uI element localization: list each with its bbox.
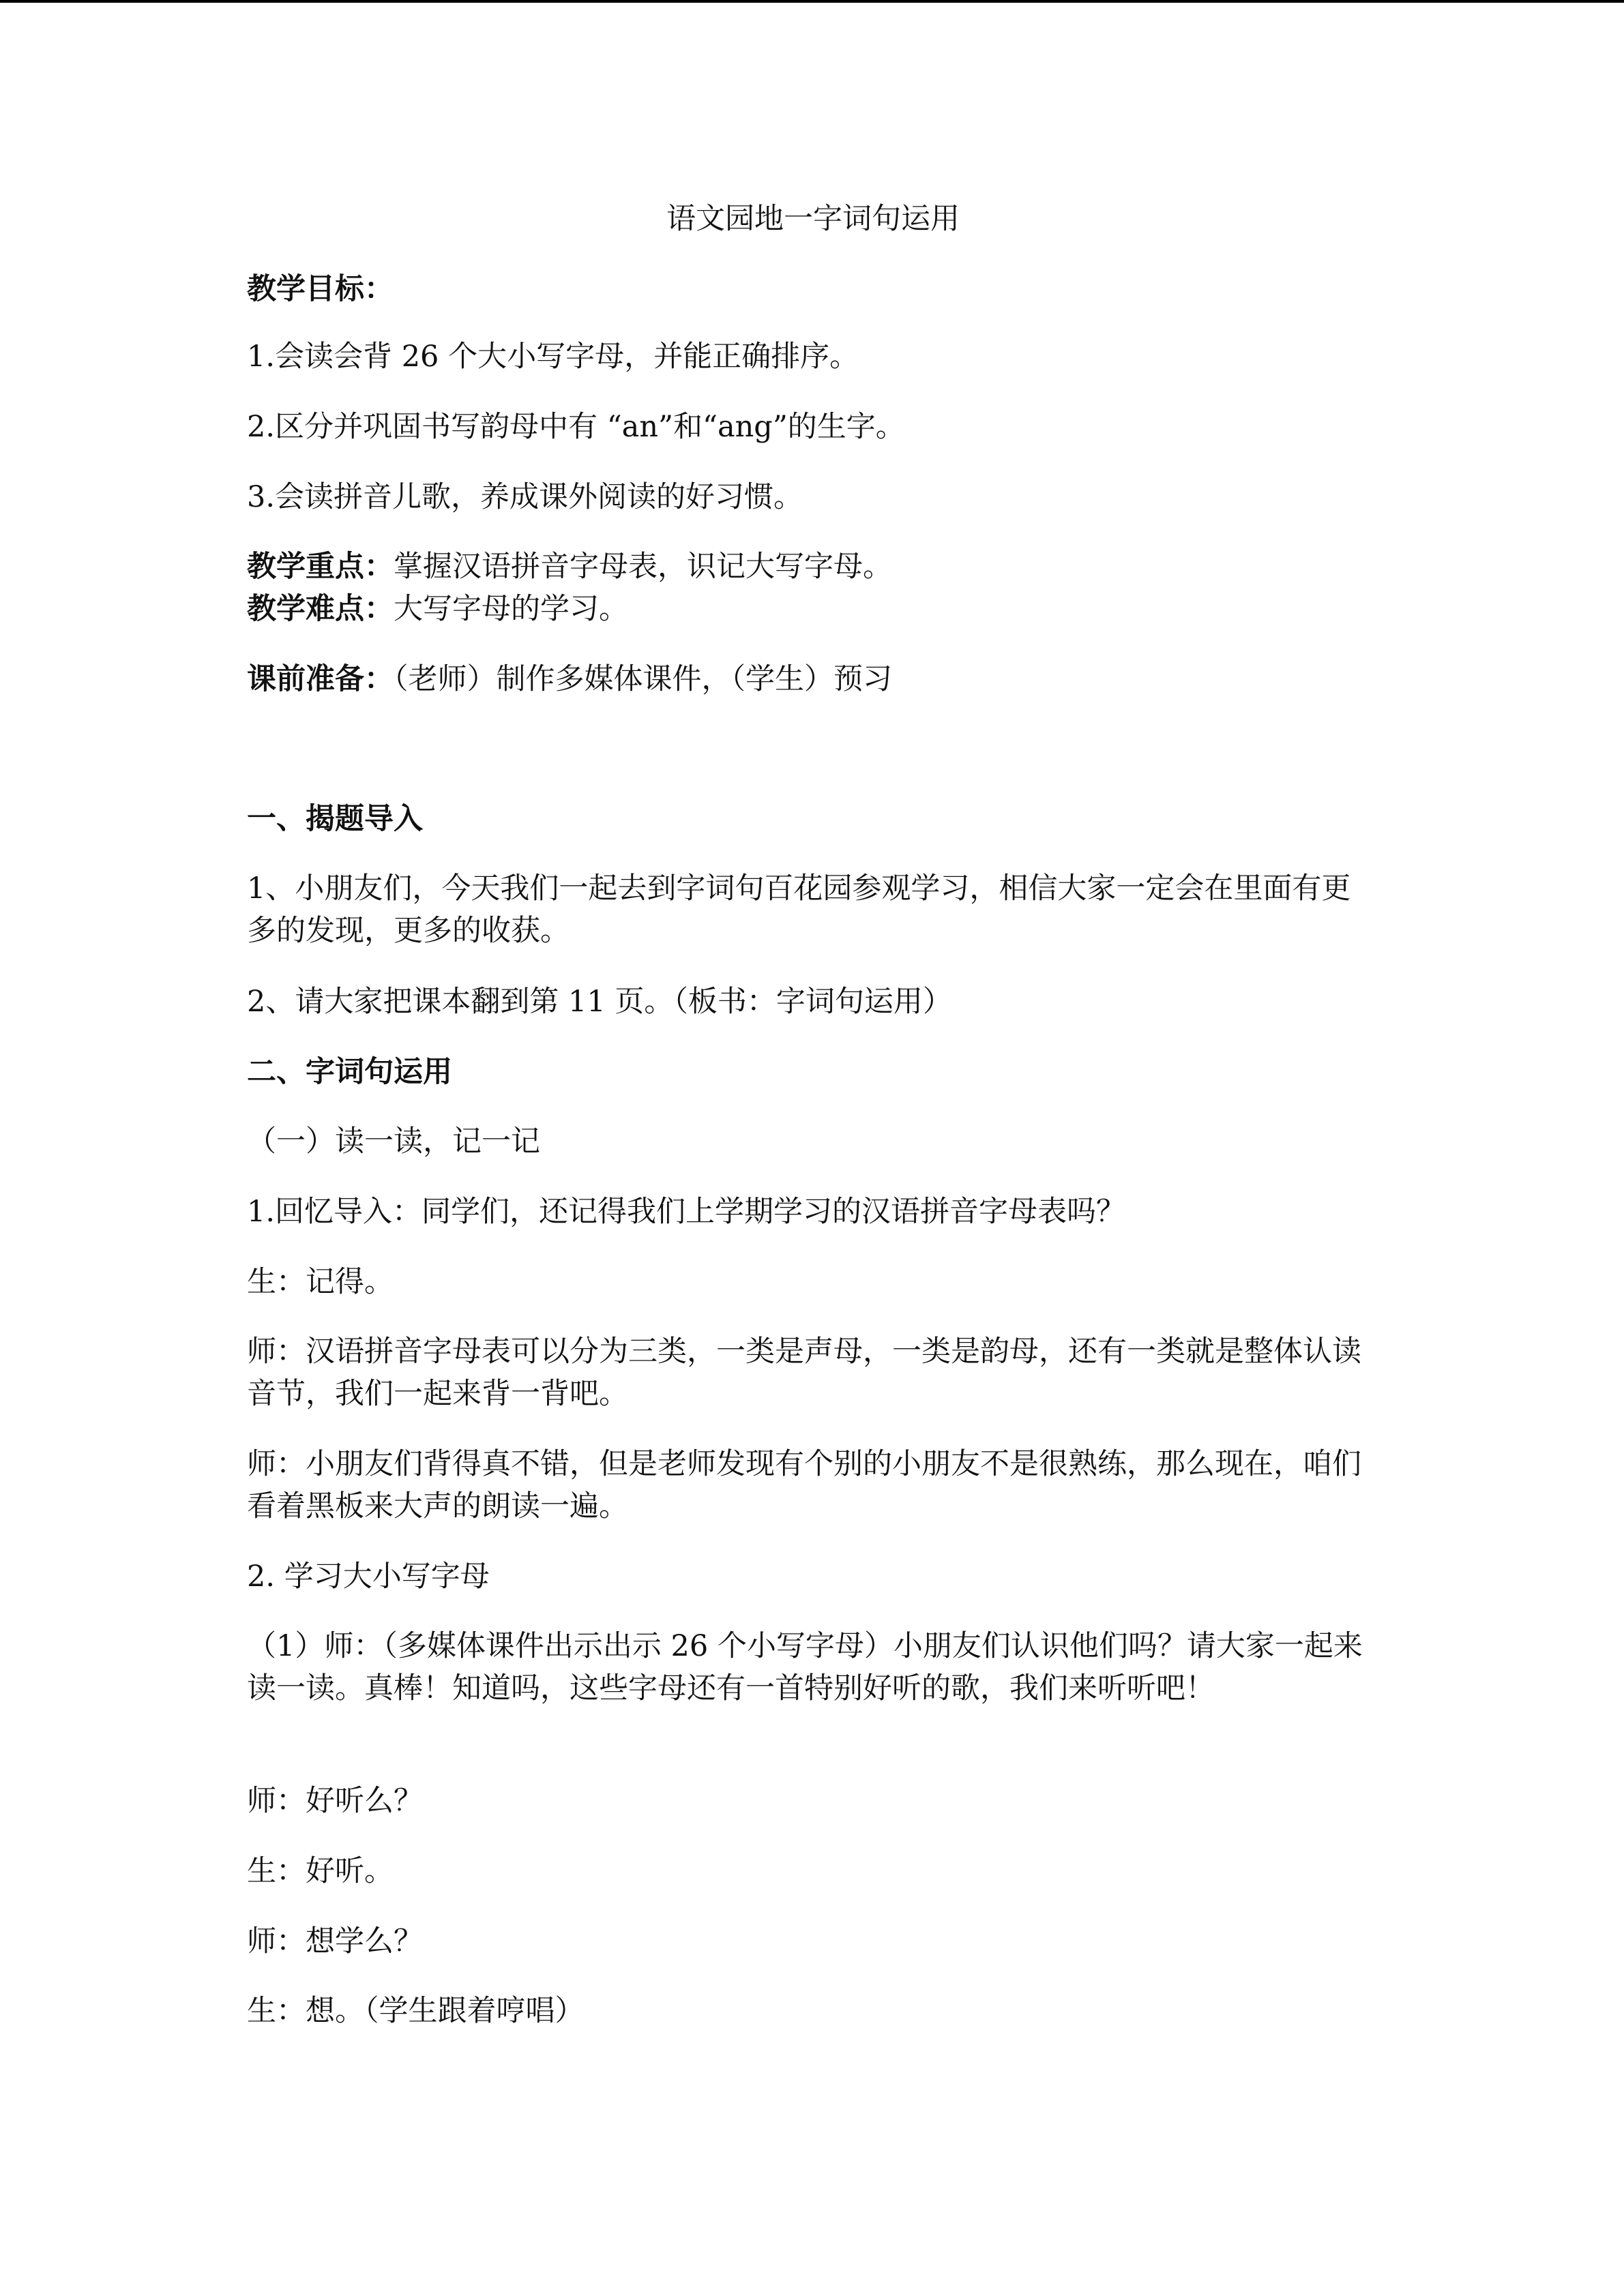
section-1-heading: 一、揭题导入 bbox=[247, 802, 423, 836]
student-reply-nice: 生：好听。 bbox=[247, 1854, 394, 1888]
key-point-label: 教学重点： bbox=[247, 550, 394, 584]
student-reply-remember: 生：记得。 bbox=[247, 1265, 394, 1299]
student-reply-want: 生：想。（学生跟着哼唱） bbox=[247, 1994, 585, 2028]
objective-item-1: 1.会读会背 26 个大小写字母，并能正确排序。 bbox=[247, 340, 859, 374]
section-1-paragraph-2: 2、请大家把课本翻到第 11 页。（板书：字词句运用） bbox=[247, 985, 952, 1019]
teacher-categories-paragraph: 师：汉语拼音字母表可以分为三类，一类是声母，一类是韵母，还有一类就是整体认读音节，我们一起来背一背吧。 bbox=[247, 1335, 1361, 1411]
difficulty-line bbox=[247, 588, 1379, 630]
teacher-multimedia-paragraph: （1）师：（多媒体课件出示出示 26 个小写字母）小朋友们认识他们吗？请大家一起来读一读。真棒！知道吗，这些字母还有一首特别好听的歌，我们来听听吧！ bbox=[247, 1629, 1363, 1705]
key-point-text: 掌握汉语拼音字母表，识记大写字母。 bbox=[394, 550, 892, 584]
subsection-1-heading: （一）读一读，记一记 bbox=[247, 1124, 540, 1159]
objective-item-3: 3.会读拼音儿歌，养成课外阅读的好习惯。 bbox=[247, 480, 803, 514]
recall-intro: 1.回忆导入：同学们，还记得我们上学期学习的汉语拼音字母表吗？ bbox=[247, 1195, 1126, 1229]
document-title: 语文园地一字词句运用 bbox=[666, 202, 960, 236]
preparation-label: 课前准备： bbox=[247, 662, 394, 696]
key-point-line bbox=[247, 546, 1379, 588]
section-2-heading: 二、字词句运用 bbox=[247, 1055, 452, 1089]
teacher-ask-nice: 师：好听么？ bbox=[247, 1784, 423, 1818]
difficulty-text: 大写字母的学习。 bbox=[394, 592, 628, 626]
top-border-rule bbox=[0, 0, 1624, 3]
preparation-line bbox=[247, 658, 1379, 700]
teacher-ask-learn: 师：想学么？ bbox=[247, 1924, 423, 1958]
learn-letters-heading: 2. 学习大小写字母 bbox=[247, 1560, 490, 1594]
difficulty-label: 教学难点： bbox=[247, 592, 394, 626]
preparation-text: （老师）制作多媒体课件，（学生）预习 bbox=[394, 662, 892, 696]
objectives-heading: 教学目标： bbox=[247, 272, 394, 306]
section-1-paragraph-1: 1、小朋友们，今天我们一起去到字词句百花园参观学习，相信大家一定会在里面有更多的发现，更多的收获。 bbox=[247, 871, 1351, 948]
teacher-praise-paragraph: 师：小朋友们背得真不错，但是老师发现有个别的小朋友不是很熟练，那么现在，咱们看着黑板来大声的朗读一遍。 bbox=[247, 1447, 1361, 1523]
objective-item-2: 2.区分并巩固书写韵母中有 “an”和“ang”的生字。 bbox=[247, 410, 905, 444]
